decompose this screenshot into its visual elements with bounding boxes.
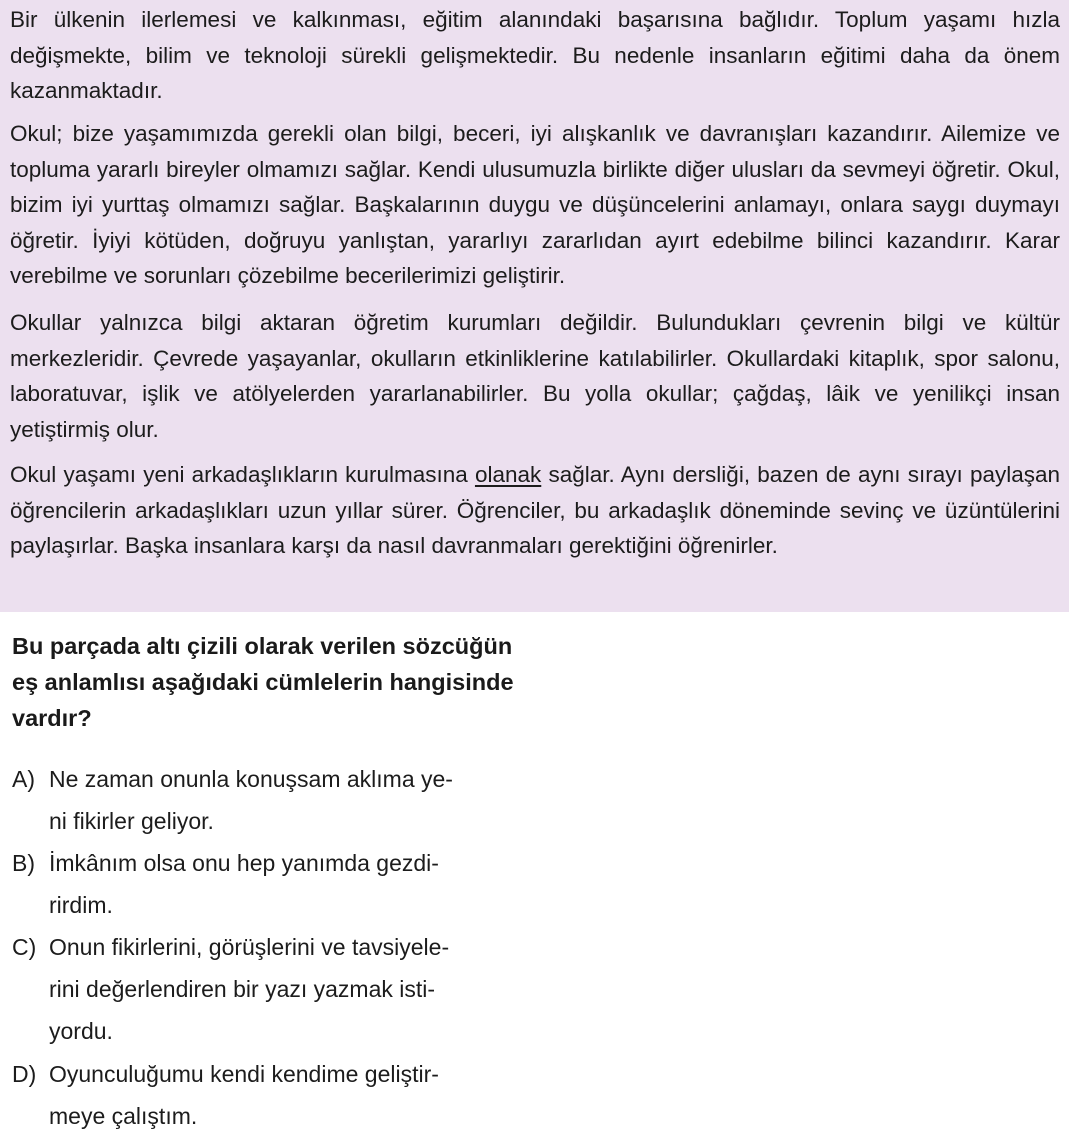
option-a-letter: A) [12,766,35,792]
option-d-letter: D) [12,1061,37,1087]
option-a-text: Ne zaman onunla konuşsam aklıma ye- ni fikirler geliyor. [49,766,453,834]
question-stem: Bu parçada altı çizili olarak verilen sözcüğün eş anlamlısı aşağıdaki cümlelerin hangisinde vardır? [12,633,514,731]
passage-paragraph-1: Bir ülkenin ilerlemesi ve kalkınması, eğitim alanındaki başarısına bağlıdır. Toplum yaşamı hızla değişmekte, bilim ve teknoloji sürekli gelişmektedir. Bu nedenle insanların eğitimi daha da önem kazanmaktadır. [10,7,1060,103]
passage-paragraph-4 [10,457,1060,564]
option-c-text: Onun fikirlerini, görüşlerini ve tavsiyele- rini değerlendiren bir yazı yazmak isti- yordu. [49,934,450,1044]
option-a[interactable] [12,758,524,842]
passage-paragraph-3: Okullar yalnızca bilgi aktaran öğretim kurumları değildir. Bulundukları çevrenin bilgi ve kültür merkezleridir. Çevrede yaşayanlar, okulların etkinliklerine katılabilirler. Okullardaki kitaplık, spor salonu, laboratuvar, işlik ve atölyelerden yararlanabilirler. Bu yolla okullar; çağdaş, lâik ve yenilikçi insan yetiştirmiş olur. [10,310,1060,442]
option-c-letter: C) [12,934,37,960]
option-d-text: Oyunculuğumu kendi kendime geliştir- meye çalıştım. [49,1061,439,1129]
option-b[interactable] [12,842,524,926]
option-c[interactable] [12,926,524,1052]
option-b-text: İmkânım olsa onu hep yanımda gezdi- rirdim. [49,850,439,918]
option-d[interactable] [12,1053,524,1137]
passage-paragraph-4-end: sağlar. Aynı dersliği, bazen de aynı sırayı paylaşan öğrencilerin arkadaşlıkları uzun yıllar sürer. Öğrenciler, bu arkadaşlık döneminde sevinç ve üzüntülerini paylaşırlar. Başka insanlara karşı da nasıl davranmaları gerektiğini öğrenirler. [10,462,1061,558]
passage-paragraph-2: Okul; bize yaşamımızda gerekli olan bilgi, beceri, iyi alışkanlık ve davranışları kazandırır. Ailemize ve topluma yararlı bireyler olmamızı sağlar. Kendi ulusumuzla birlikte diğer ulusları da sevmeyi öğretir. Okul, bizim iyi yurttaş olmamızı sağlar. Başkalarının duygu ve düşüncelerini anlamayı, onlara saygı duymayı öğretir. İyiyi kötüden, doğruyu yanlıştan, yararlıyı zararlıdan ayırt edebilme bilinci kazandırır. Karar verebilme ve sorunları çözebilme becerilerimizi geliştirir. [10,121,1060,288]
option-b-letter: B) [12,850,35,876]
underlined-word: olanak [474,462,542,487]
passage-paragraph-4-start: Okul yaşamı yeni arkadaşlıkların kurulmasına [10,462,475,487]
